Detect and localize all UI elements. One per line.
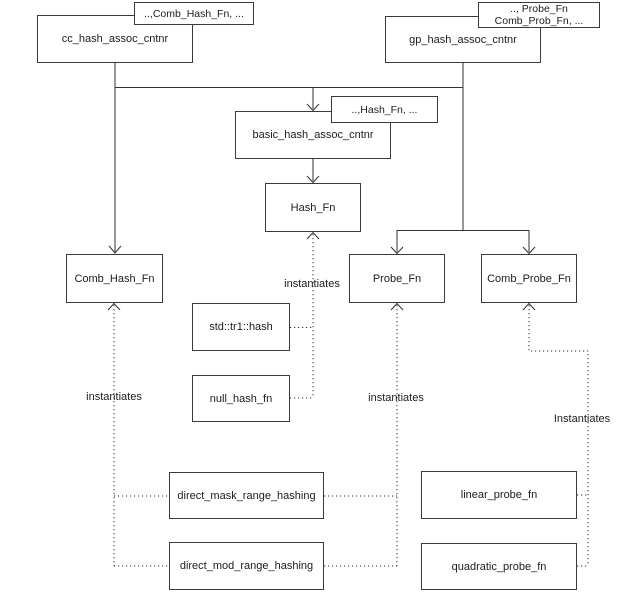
node-gp-hash-assoc-cntnr: gp_hash_assoc_cntnr <box>385 16 541 63</box>
edge-label-comb-probe-instantiates: Instantiates <box>553 413 611 425</box>
edge-label-probe-instantiates: instantiates <box>368 392 424 404</box>
param-box-comb-hash-fn <box>134 2 254 25</box>
param-text: ..,Comb_Hash_Fn, ... <box>144 7 244 20</box>
node-cc-hash-assoc-cntnr: cc_hash_assoc_cntnr <box>37 15 193 63</box>
node-direct-mod-range-hashing: direct_mod_range_hashing <box>169 542 324 590</box>
node-linear-probe-fn: linear_probe_fn <box>421 471 577 519</box>
param-text-line1: .., Probe_Fn <box>510 3 568 15</box>
param-text: ..,Hash_Fn, ... <box>351 103 418 116</box>
node-null-hash-fn: null_hash_fn <box>192 375 290 422</box>
edge-label-hash-instantiates: instantiates <box>284 278 340 290</box>
param-box-hash-fn <box>331 96 438 123</box>
node-basic-hash-assoc-cntnr: basic_hash_assoc_cntnr <box>235 111 391 159</box>
node-direct-mask-range-hashing: direct_mask_range_hashing <box>169 472 324 519</box>
node-comb-hash-fn: Comb_Hash_Fn <box>66 254 163 303</box>
dotted-edge-arrowheads <box>108 233 535 311</box>
node-hash-fn: Hash_Fn <box>265 183 361 232</box>
edge-label-comb-hash-instantiates: instantiates <box>86 391 142 403</box>
edge-comb-probe-instantiates-path <box>529 305 588 566</box>
node-std-tr1-hash: std::tr1::hash <box>192 303 290 351</box>
node-comb-probe-fn: Comb_Probe_Fn <box>481 254 577 303</box>
node-probe-fn: Probe_Fn <box>349 254 445 303</box>
node-quadratic-probe-fn: quadratic_probe_fn <box>421 543 577 590</box>
param-box-probe-fn-comb-prob-fn <box>478 2 600 28</box>
param-text-line2: Comb_Prob_Fn, ... <box>494 15 584 27</box>
